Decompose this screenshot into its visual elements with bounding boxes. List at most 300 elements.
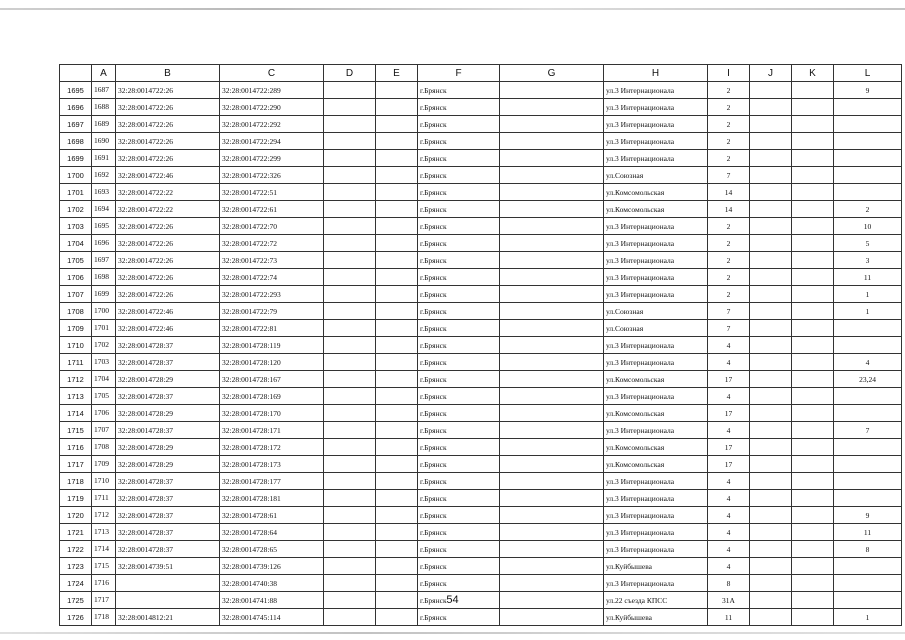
cell-k[interactable]: [792, 524, 834, 541]
cell-i[interactable]: 2: [708, 235, 750, 252]
cell-j[interactable]: [750, 388, 792, 405]
cell-d[interactable]: [324, 235, 376, 252]
cell-d[interactable]: [324, 82, 376, 99]
cell-f[interactable]: г.Брянск: [418, 541, 500, 558]
cell-j[interactable]: [750, 320, 792, 337]
cell-a[interactable]: 1696: [92, 235, 116, 252]
cell-l[interactable]: 11: [834, 524, 902, 541]
cell-b[interactable]: 32:28:0014722:26: [116, 133, 220, 150]
cell-e[interactable]: [376, 490, 418, 507]
cell-c[interactable]: 32:28:0014722:293: [220, 286, 324, 303]
column-header-a[interactable]: A: [92, 65, 116, 82]
cell-e[interactable]: [376, 354, 418, 371]
cell-h[interactable]: ул.3 Интернационала: [604, 269, 708, 286]
cell-c[interactable]: 32:28:0014728:61: [220, 507, 324, 524]
cell-k[interactable]: [792, 337, 834, 354]
cell-d[interactable]: [324, 116, 376, 133]
cell-h[interactable]: ул.Комсомольская: [604, 201, 708, 218]
cell-g[interactable]: [500, 388, 604, 405]
cell-h[interactable]: ул.3 Интернационала: [604, 354, 708, 371]
cell-j[interactable]: [750, 150, 792, 167]
cell-h[interactable]: ул.Куйбышева: [604, 609, 708, 626]
row-number[interactable]: 1723: [60, 558, 92, 575]
cell-c[interactable]: 32:28:0014722:73: [220, 252, 324, 269]
column-header-h[interactable]: H: [604, 65, 708, 82]
cell-h[interactable]: ул.3 Интернационала: [604, 524, 708, 541]
cell-b[interactable]: 32:28:0014722:26: [116, 99, 220, 116]
cell-k[interactable]: [792, 320, 834, 337]
cell-e[interactable]: [376, 201, 418, 218]
cell-c[interactable]: 32:28:0014722:299: [220, 150, 324, 167]
cell-b[interactable]: 32:28:0014722:22: [116, 184, 220, 201]
cell-h[interactable]: ул.3 Интернационала: [604, 150, 708, 167]
cell-k[interactable]: [792, 269, 834, 286]
cell-k[interactable]: [792, 473, 834, 490]
cell-l[interactable]: 9: [834, 507, 902, 524]
cell-l[interactable]: 3: [834, 252, 902, 269]
cell-e[interactable]: [376, 286, 418, 303]
cell-b[interactable]: 32:28:0014728:29: [116, 439, 220, 456]
cell-g[interactable]: [500, 150, 604, 167]
cell-f[interactable]: г.Брянск: [418, 473, 500, 490]
cell-c[interactable]: 32:28:0014740:38: [220, 575, 324, 592]
cell-h[interactable]: ул.Союзная: [604, 320, 708, 337]
cell-e[interactable]: [376, 235, 418, 252]
cell-k[interactable]: [792, 490, 834, 507]
cell-f[interactable]: г.Брянск: [418, 371, 500, 388]
cell-j[interactable]: [750, 252, 792, 269]
column-header-b[interactable]: B: [116, 65, 220, 82]
cell-f[interactable]: г.Брянск: [418, 320, 500, 337]
cell-c[interactable]: 32:28:0014728:65: [220, 541, 324, 558]
cell-f[interactable]: г.Брянск: [418, 201, 500, 218]
cell-a[interactable]: 1704: [92, 371, 116, 388]
cell-d[interactable]: [324, 575, 376, 592]
cell-i[interactable]: 2: [708, 286, 750, 303]
cell-a[interactable]: 1710: [92, 473, 116, 490]
cell-f[interactable]: г.Брянск: [418, 490, 500, 507]
cell-i[interactable]: 7: [708, 320, 750, 337]
cell-g[interactable]: [500, 456, 604, 473]
cell-l[interactable]: 2: [834, 201, 902, 218]
cell-e[interactable]: [376, 439, 418, 456]
cell-e[interactable]: [376, 184, 418, 201]
cell-b[interactable]: 32:28:0014728:29: [116, 405, 220, 422]
cell-a[interactable]: 1694: [92, 201, 116, 218]
cell-f[interactable]: г.Брянск: [418, 456, 500, 473]
cell-d[interactable]: [324, 320, 376, 337]
cell-f[interactable]: г.Брянск: [418, 303, 500, 320]
cell-j[interactable]: [750, 422, 792, 439]
cell-c[interactable]: 32:28:0014722:290: [220, 99, 324, 116]
cell-e[interactable]: [376, 303, 418, 320]
column-header-e[interactable]: E: [376, 65, 418, 82]
cell-h[interactable]: ул.Комсомольская: [604, 456, 708, 473]
cell-b[interactable]: 32:28:0014728:37: [116, 507, 220, 524]
cell-j[interactable]: [750, 507, 792, 524]
cell-d[interactable]: [324, 558, 376, 575]
cell-k[interactable]: [792, 354, 834, 371]
cell-g[interactable]: [500, 439, 604, 456]
cell-e[interactable]: [376, 405, 418, 422]
cell-i[interactable]: 8: [708, 575, 750, 592]
cell-f[interactable]: г.Брянск: [418, 252, 500, 269]
cell-l[interactable]: 9: [834, 82, 902, 99]
cell-c[interactable]: 32:28:0014722:294: [220, 133, 324, 150]
cell-e[interactable]: [376, 269, 418, 286]
cell-l[interactable]: 1: [834, 609, 902, 626]
cell-l[interactable]: [834, 575, 902, 592]
column-header-g[interactable]: G: [500, 65, 604, 82]
row-number[interactable]: 1708: [60, 303, 92, 320]
cell-c[interactable]: 32:28:0014728:120: [220, 354, 324, 371]
cell-g[interactable]: [500, 541, 604, 558]
cell-b[interactable]: 32:28:0014728:37: [116, 541, 220, 558]
cell-c[interactable]: 32:28:0014722:292: [220, 116, 324, 133]
cell-b[interactable]: 32:28:0014722:22: [116, 201, 220, 218]
cell-i[interactable]: 2: [708, 133, 750, 150]
row-number[interactable]: 1699: [60, 150, 92, 167]
cell-a[interactable]: 1702: [92, 337, 116, 354]
cell-d[interactable]: [324, 405, 376, 422]
cell-j[interactable]: [750, 82, 792, 99]
cell-k[interactable]: [792, 116, 834, 133]
cell-c[interactable]: 32:28:0014722:81: [220, 320, 324, 337]
cell-k[interactable]: [792, 252, 834, 269]
cell-k[interactable]: [792, 439, 834, 456]
cell-j[interactable]: [750, 337, 792, 354]
cell-j[interactable]: [750, 269, 792, 286]
cell-a[interactable]: 1711: [92, 490, 116, 507]
cell-h[interactable]: ул.22 съезда КПСС: [604, 592, 708, 609]
cell-c[interactable]: 32:28:0014722:70: [220, 218, 324, 235]
cell-j[interactable]: [750, 235, 792, 252]
cell-l[interactable]: 4: [834, 354, 902, 371]
cell-c[interactable]: 32:28:0014722:74: [220, 269, 324, 286]
cell-h[interactable]: ул.3 Интернационала: [604, 286, 708, 303]
cell-i[interactable]: 4: [708, 490, 750, 507]
cell-i[interactable]: 2: [708, 252, 750, 269]
cell-f[interactable]: г.Брянск: [418, 82, 500, 99]
cell-k[interactable]: [792, 133, 834, 150]
cell-j[interactable]: [750, 184, 792, 201]
cell-i[interactable]: 17: [708, 405, 750, 422]
cell-g[interactable]: [500, 507, 604, 524]
cell-i[interactable]: 17: [708, 371, 750, 388]
cell-l[interactable]: 10: [834, 218, 902, 235]
cell-f[interactable]: г.Брянск: [418, 184, 500, 201]
cell-i[interactable]: 2: [708, 269, 750, 286]
row-number[interactable]: 1698: [60, 133, 92, 150]
cell-f[interactable]: г.Брянск: [418, 116, 500, 133]
cell-l[interactable]: [834, 388, 902, 405]
cell-g[interactable]: [500, 354, 604, 371]
cell-a[interactable]: 1703: [92, 354, 116, 371]
cell-k[interactable]: [792, 235, 834, 252]
cell-h[interactable]: ул.3 Интернационала: [604, 507, 708, 524]
cell-f[interactable]: г.Брянск: [418, 388, 500, 405]
cell-i[interactable]: 14: [708, 184, 750, 201]
cell-j[interactable]: [750, 456, 792, 473]
cell-b[interactable]: [116, 575, 220, 592]
cell-l[interactable]: [834, 167, 902, 184]
cell-a[interactable]: 1714: [92, 541, 116, 558]
cell-f[interactable]: г.Брянск: [418, 150, 500, 167]
row-number[interactable]: 1718: [60, 473, 92, 490]
cell-e[interactable]: [376, 422, 418, 439]
cell-h[interactable]: ул.Комсомольская: [604, 405, 708, 422]
column-header-l[interactable]: L: [834, 65, 902, 82]
cell-b[interactable]: 32:28:0014728:37: [116, 388, 220, 405]
cell-l[interactable]: 8: [834, 541, 902, 558]
cell-h[interactable]: ул.3 Интернационала: [604, 82, 708, 99]
cell-d[interactable]: [324, 541, 376, 558]
cell-d[interactable]: [324, 99, 376, 116]
cell-e[interactable]: [376, 558, 418, 575]
row-number[interactable]: 1717: [60, 456, 92, 473]
cell-d[interactable]: [324, 269, 376, 286]
cell-c[interactable]: 32:28:0014728:172: [220, 439, 324, 456]
cell-b[interactable]: 32:28:0014722:26: [116, 218, 220, 235]
cell-b[interactable]: 32:28:0014728:37: [116, 337, 220, 354]
cell-h[interactable]: ул.3 Интернационала: [604, 133, 708, 150]
row-number[interactable]: 1724: [60, 575, 92, 592]
cell-l[interactable]: [834, 337, 902, 354]
cell-c[interactable]: 32:28:0014728:173: [220, 456, 324, 473]
cell-f[interactable]: г.Брянск: [418, 439, 500, 456]
cell-f[interactable]: г.Брянск: [418, 422, 500, 439]
cell-g[interactable]: [500, 252, 604, 269]
cell-h[interactable]: ул.3 Интернационала: [604, 541, 708, 558]
cell-a[interactable]: 1717: [92, 592, 116, 609]
cell-a[interactable]: 1689: [92, 116, 116, 133]
cell-k[interactable]: [792, 422, 834, 439]
cell-h[interactable]: ул.3 Интернационала: [604, 422, 708, 439]
row-number[interactable]: 1703: [60, 218, 92, 235]
cell-a[interactable]: 1708: [92, 439, 116, 456]
cell-k[interactable]: [792, 201, 834, 218]
cell-a[interactable]: 1687: [92, 82, 116, 99]
column-header-j[interactable]: J: [750, 65, 792, 82]
cell-k[interactable]: [792, 82, 834, 99]
cell-i[interactable]: 4: [708, 473, 750, 490]
cell-l[interactable]: 5: [834, 235, 902, 252]
cell-g[interactable]: [500, 184, 604, 201]
cell-l[interactable]: [834, 99, 902, 116]
cell-i[interactable]: 2: [708, 116, 750, 133]
cell-b[interactable]: 32:28:0014722:46: [116, 320, 220, 337]
cell-i[interactable]: 4: [708, 507, 750, 524]
cell-j[interactable]: [750, 371, 792, 388]
cell-c[interactable]: 32:28:0014741:88: [220, 592, 324, 609]
cell-i[interactable]: 4: [708, 354, 750, 371]
cell-e[interactable]: [376, 99, 418, 116]
cell-g[interactable]: [500, 201, 604, 218]
cell-f[interactable]: г.Брянск: [418, 609, 500, 626]
cell-l[interactable]: [834, 473, 902, 490]
cell-c[interactable]: 32:28:0014722:326: [220, 167, 324, 184]
cell-e[interactable]: [376, 218, 418, 235]
cell-g[interactable]: [500, 575, 604, 592]
cell-j[interactable]: [750, 99, 792, 116]
cell-i[interactable]: 4: [708, 558, 750, 575]
row-number[interactable]: 1704: [60, 235, 92, 252]
cell-b[interactable]: 32:28:0014722:46: [116, 303, 220, 320]
cell-f[interactable]: г.Брянск: [418, 558, 500, 575]
cell-a[interactable]: 1713: [92, 524, 116, 541]
cell-l[interactable]: 11: [834, 269, 902, 286]
cell-d[interactable]: [324, 303, 376, 320]
cell-k[interactable]: [792, 184, 834, 201]
cell-a[interactable]: 1715: [92, 558, 116, 575]
cell-c[interactable]: 32:28:0014728:169: [220, 388, 324, 405]
cell-j[interactable]: [750, 405, 792, 422]
cell-e[interactable]: [376, 252, 418, 269]
cell-b[interactable]: 32:28:0014728:29: [116, 371, 220, 388]
row-number[interactable]: 1719: [60, 490, 92, 507]
cell-l[interactable]: [834, 184, 902, 201]
cell-f[interactable]: г.Брянск: [418, 575, 500, 592]
cell-f[interactable]: г.Брянск: [418, 524, 500, 541]
row-number[interactable]: 1706: [60, 269, 92, 286]
cell-d[interactable]: [324, 609, 376, 626]
cell-b[interactable]: 32:28:0014722:26: [116, 235, 220, 252]
cell-b[interactable]: 32:28:0014728:37: [116, 422, 220, 439]
cell-a[interactable]: 1695: [92, 218, 116, 235]
row-number[interactable]: 1714: [60, 405, 92, 422]
cell-i[interactable]: 4: [708, 388, 750, 405]
cell-e[interactable]: [376, 473, 418, 490]
cell-g[interactable]: [500, 558, 604, 575]
cell-c[interactable]: 32:28:0014739:126: [220, 558, 324, 575]
cell-b[interactable]: 32:28:0014728:29: [116, 456, 220, 473]
cell-k[interactable]: [792, 456, 834, 473]
cell-d[interactable]: [324, 354, 376, 371]
row-number[interactable]: 1702: [60, 201, 92, 218]
cell-d[interactable]: [324, 218, 376, 235]
cell-h[interactable]: ул.3 Интернационала: [604, 252, 708, 269]
cell-d[interactable]: [324, 184, 376, 201]
cell-k[interactable]: [792, 541, 834, 558]
cell-f[interactable]: г.Брянск: [418, 337, 500, 354]
cell-k[interactable]: [792, 558, 834, 575]
row-number[interactable]: 1710: [60, 337, 92, 354]
cell-k[interactable]: [792, 609, 834, 626]
cell-b[interactable]: 32:28:0014722:26: [116, 286, 220, 303]
row-number[interactable]: 1726: [60, 609, 92, 626]
row-number[interactable]: 1697: [60, 116, 92, 133]
cell-i[interactable]: 2: [708, 82, 750, 99]
cell-k[interactable]: [792, 150, 834, 167]
cell-e[interactable]: [376, 116, 418, 133]
cell-l[interactable]: 23,24: [834, 371, 902, 388]
cell-e[interactable]: [376, 167, 418, 184]
cell-i[interactable]: 4: [708, 541, 750, 558]
cell-d[interactable]: [324, 133, 376, 150]
cell-j[interactable]: [750, 167, 792, 184]
cell-c[interactable]: 32:28:0014722:51: [220, 184, 324, 201]
cell-k[interactable]: [792, 507, 834, 524]
cell-d[interactable]: [324, 167, 376, 184]
cell-g[interactable]: [500, 473, 604, 490]
cell-g[interactable]: [500, 609, 604, 626]
cell-e[interactable]: [376, 150, 418, 167]
cell-l[interactable]: [834, 558, 902, 575]
cell-f[interactable]: г.Брянск: [418, 405, 500, 422]
row-number[interactable]: 1707: [60, 286, 92, 303]
cell-i[interactable]: 11: [708, 609, 750, 626]
cell-h[interactable]: ул.3 Интернационала: [604, 218, 708, 235]
row-number[interactable]: 1709: [60, 320, 92, 337]
cell-h[interactable]: ул.Союзная: [604, 303, 708, 320]
cell-g[interactable]: [500, 269, 604, 286]
cell-d[interactable]: [324, 439, 376, 456]
cell-e[interactable]: [376, 541, 418, 558]
cell-l[interactable]: [834, 116, 902, 133]
cell-h[interactable]: ул.Куйбышева: [604, 558, 708, 575]
cell-j[interactable]: [750, 490, 792, 507]
cell-e[interactable]: [376, 575, 418, 592]
cell-a[interactable]: 1698: [92, 269, 116, 286]
cell-h[interactable]: ул.3 Интернационала: [604, 99, 708, 116]
cell-l[interactable]: [834, 133, 902, 150]
cell-g[interactable]: [500, 320, 604, 337]
cell-g[interactable]: [500, 337, 604, 354]
cell-d[interactable]: [324, 456, 376, 473]
cell-l[interactable]: 1: [834, 303, 902, 320]
row-number[interactable]: 1725: [60, 592, 92, 609]
cell-f[interactable]: г.Брянск: [418, 133, 500, 150]
cell-j[interactable]: [750, 439, 792, 456]
cell-j[interactable]: [750, 558, 792, 575]
cell-k[interactable]: [792, 303, 834, 320]
cell-l[interactable]: [834, 490, 902, 507]
cell-b[interactable]: 32:28:0014728:37: [116, 490, 220, 507]
cell-j[interactable]: [750, 303, 792, 320]
column-header-f[interactable]: F: [418, 65, 500, 82]
cell-a[interactable]: 1693: [92, 184, 116, 201]
cell-i[interactable]: 2: [708, 218, 750, 235]
cell-a[interactable]: 1700: [92, 303, 116, 320]
cell-c[interactable]: 32:28:0014728:167: [220, 371, 324, 388]
cell-c[interactable]: 32:28:0014722:79: [220, 303, 324, 320]
row-number[interactable]: 1700: [60, 167, 92, 184]
cell-h[interactable]: ул.3 Интернационала: [604, 235, 708, 252]
cell-g[interactable]: [500, 99, 604, 116]
cell-g[interactable]: [500, 286, 604, 303]
cell-b[interactable]: 32:28:0014739:51: [116, 558, 220, 575]
cell-l[interactable]: 1: [834, 286, 902, 303]
cell-a[interactable]: 1692: [92, 167, 116, 184]
column-header-c[interactable]: C: [220, 65, 324, 82]
row-number[interactable]: 1722: [60, 541, 92, 558]
row-number[interactable]: 1720: [60, 507, 92, 524]
cell-b[interactable]: 32:28:0014722:26: [116, 82, 220, 99]
cell-g[interactable]: [500, 235, 604, 252]
cell-g[interactable]: [500, 490, 604, 507]
cell-e[interactable]: [376, 507, 418, 524]
cell-a[interactable]: 1701: [92, 320, 116, 337]
cell-k[interactable]: [792, 99, 834, 116]
cell-i[interactable]: 17: [708, 456, 750, 473]
cell-k[interactable]: [792, 388, 834, 405]
cell-a[interactable]: 1699: [92, 286, 116, 303]
cell-k[interactable]: [792, 405, 834, 422]
cell-i[interactable]: 31А: [708, 592, 750, 609]
cell-h[interactable]: ул.3 Интернационала: [604, 388, 708, 405]
row-number[interactable]: 1705: [60, 252, 92, 269]
cell-h[interactable]: ул.Комсомольская: [604, 439, 708, 456]
